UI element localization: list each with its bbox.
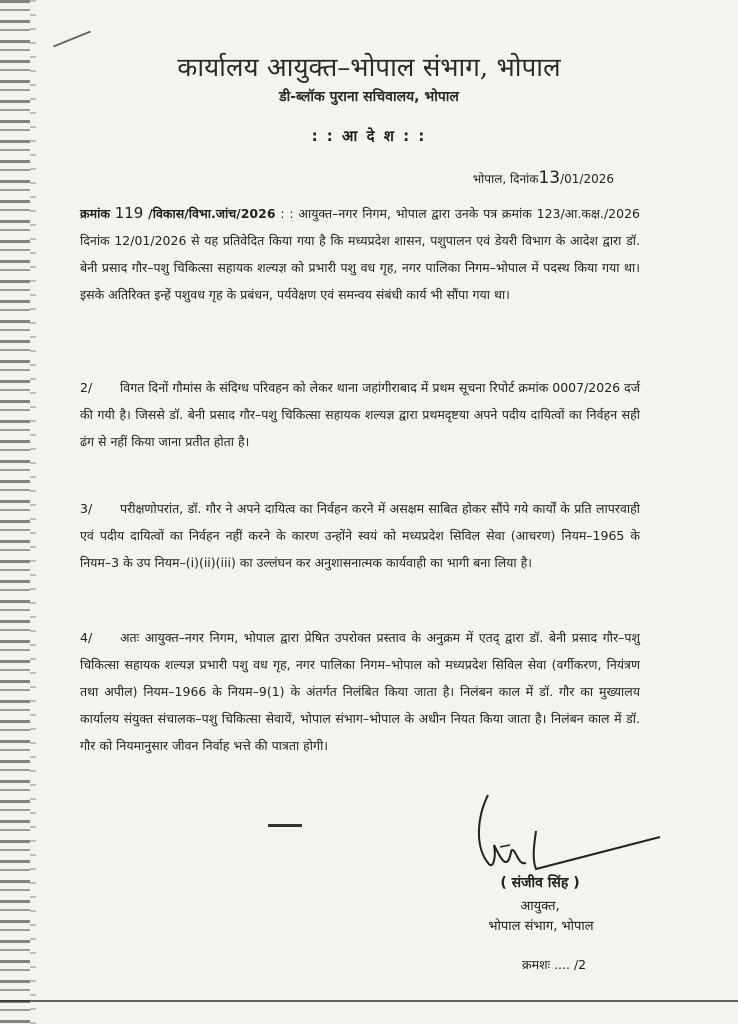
- paragraph-4: [80, 624, 640, 759]
- scan-bottom-line: [0, 1000, 738, 1002]
- paragraph-2: [80, 374, 640, 455]
- continued-marker: क्रमशः .... /2: [522, 957, 587, 972]
- paragraph-2-number: 2/: [80, 380, 93, 395]
- date-line: [473, 168, 614, 188]
- order-number: 119: [114, 204, 144, 222]
- date-prefix: भोपाल, दिनांक: [472, 172, 539, 186]
- office-address: डी-ब्लॉक पुराना सचिवालय, भोपाल: [279, 89, 459, 105]
- paragraph-1: [80, 200, 640, 308]
- handwritten-signature: [470, 785, 690, 885]
- signatory-designation: आयुक्त,: [520, 899, 560, 914]
- order-reference: /विकास/विभा.जांच/2026: [148, 206, 276, 221]
- office-title: कार्यालय आयुक्त–भोपाल संभाग, भोपाल: [177, 53, 561, 83]
- paragraph-3-text: परीक्षणोपरांत, डॉ. गौर ने अपने दायित्व का निर्वहन करने में असक्षम साबित होकर सौंपे गये कार्यों के प्रति लापरवाही एवं पदीय दायित्वों का निर्वहन नहीं करने के कारण उन्होंने स्वयं को मध्यप्रदेश सिविल सेवा (आचरण) नियम–1965 के नियम–3 के उप नियम–(i)(ii)(iii) का उल्लंघन कर अनुशासनात्मक कार्यवाही का भागी बना लिया है।: [80, 501, 640, 570]
- paragraph-3-number: 3/: [80, 501, 93, 516]
- scan-margin-artifact: [30, 0, 36, 1024]
- ink-dash: [268, 824, 302, 827]
- date-day: 13: [538, 168, 561, 188]
- paragraph-1-text: : : आयुक्त–नगर निगम, भोपाल द्वारा उनके पत्र क्रमांक 123/आ.कक्ष./2026 दिनांक 12/01/2026 से यह प्रतिवेदित किया गया है कि मध्यप्रदेश शासन, पशुपालन एवं डेयरी विभाग के आदेश द्वारा डॉ. बेनी प्रसाद गौर–पशु चिकित्सा सहायक शल्यज्ञ को प्रभारी पशु वध गृह, नगर पालिका निगम–भोपाल में पदस्थ किया गया था। इसके अतिरिक्त इन्हें पशुवध गृह के प्रबंधन, पर्यवेक्षण एवं समन्वय संबंधी कार्य भी सौंपा गया था।: [80, 206, 640, 302]
- paragraph-3: [80, 495, 640, 576]
- pen-mark: [53, 31, 91, 48]
- date-rest: /01/2026: [560, 172, 614, 186]
- order-number-label: क्रमांक: [80, 206, 110, 221]
- paragraph-4-text: अतः आयुक्त–नगर निगम, भोपाल द्वारा प्रेषित उपरोक्त प्रस्ताव के अनुक्रम में एतद् द्वारा डॉ. बेनी प्रसाद गौर–पशु चिकित्सा सहायक शल्यज्ञ प्रभारी पशु वध गृह, नगर पालिका निगम–भोपाल को मध्यप्रदेश सिविल सेवा (वर्गीकरण, नियंत्रण तथा अपील) नियम–1966 के नियम–9(1) के अंतर्गत निलंबित किया जाता है। निलंबन काल में डॉ. गौर का मुख्यालय कार्यालय संयुक्त संचालक–पशु चिकित्सा सेवायें, भोपाल संभाग–भोपाल के अधीन नियत किया जाता है। निलंबन काल में डॉ. गौर को नियमानुसार जीवन निर्वाह भत्ते की पात्रता होगी।: [80, 630, 640, 753]
- paragraph-4-number: 4/: [80, 630, 93, 645]
- scan-margin-artifact: [0, 0, 30, 1024]
- paragraph-2-text: विगत दिनों गौमांस के संदिग्ध परिवहन को लेकर थाना जहांगीराबाद में प्रथम सूचना रिपोर्ट क्रमांक 0007/2026 दर्ज की गयी है। जिससे डॉ. बेनी प्रसाद गौर–पशु चिकित्सा सहायक शल्यज्ञ द्वारा प्रथमदृष्टया अपने पदीय दायित्वों का निर्वहन सही ढंग से नहीं किया जाना प्रतीत होता है।: [80, 380, 640, 449]
- signatory-office: भोपाल संभाग, भोपाल: [488, 919, 594, 934]
- order-heading: : : आ दे श : :: [311, 127, 427, 145]
- signatory-name: ( संजीव सिंह ): [500, 875, 580, 891]
